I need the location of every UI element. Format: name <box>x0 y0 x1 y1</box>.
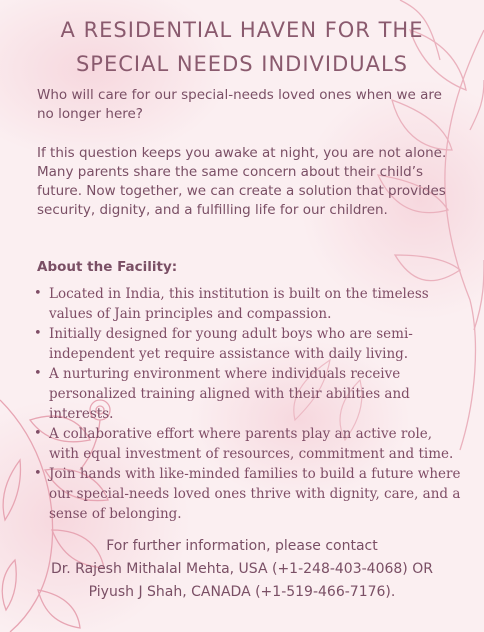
bullet-icon: • <box>34 426 42 441</box>
intro-question: Who will care for our special-needs loved ones when we are no longer here? <box>37 87 442 122</box>
bullet-icon: • <box>34 286 42 301</box>
list-item-text: Located in India, this institution is built on the timeless values of Jain principles and compassion. <box>49 286 429 322</box>
page-title-line-2: SPECIAL NEEDS INDIVIDUALS <box>75 52 409 76</box>
bullet-icon: • <box>34 326 42 341</box>
list-item-text: Join hands with like-minded families to build a future where our special-needs loved ones thrive with dignity, care, and a sense of belonging. <box>49 466 461 522</box>
list-item <box>34 324 462 364</box>
facility-heading: About the Facility: <box>37 259 178 275</box>
list-item-text: Initially designed for young adult boys who are semi-independent yet require assistance with daily living. <box>49 326 413 362</box>
page-title-line-1: A RESIDENTIAL HAVEN FOR THE <box>60 18 424 42</box>
intro-paragraph: If this question keeps you awake at night, you are not alone. Many parents share the same concern about their child’s future. Now together, we can create a solution that provides security, dignity, and a fulfilling life for our children. <box>37 145 447 218</box>
bullet-icon: • <box>34 466 42 481</box>
contact-intro: For further information, please contact <box>106 538 378 554</box>
bullet-icon: • <box>34 366 42 381</box>
list-item <box>34 464 462 524</box>
contact-canada: Piyush J Shah, CANADA (+1-519-466-7176). <box>88 584 396 600</box>
list-item <box>34 424 462 464</box>
list-item-text: A nurturing environment where individuals receive personalized training aligned with their abilities and interests. <box>49 366 410 422</box>
contact-usa: Dr. Rajesh Mithalal Mehta, USA (+1-248-403-4068) OR <box>51 561 433 577</box>
list-item <box>34 284 462 324</box>
facility-list <box>34 284 462 524</box>
list-item <box>34 364 462 424</box>
list-item-text: A collaborative effort where parents play an active role, with equal investment of resources, commitment and time. <box>49 426 454 462</box>
